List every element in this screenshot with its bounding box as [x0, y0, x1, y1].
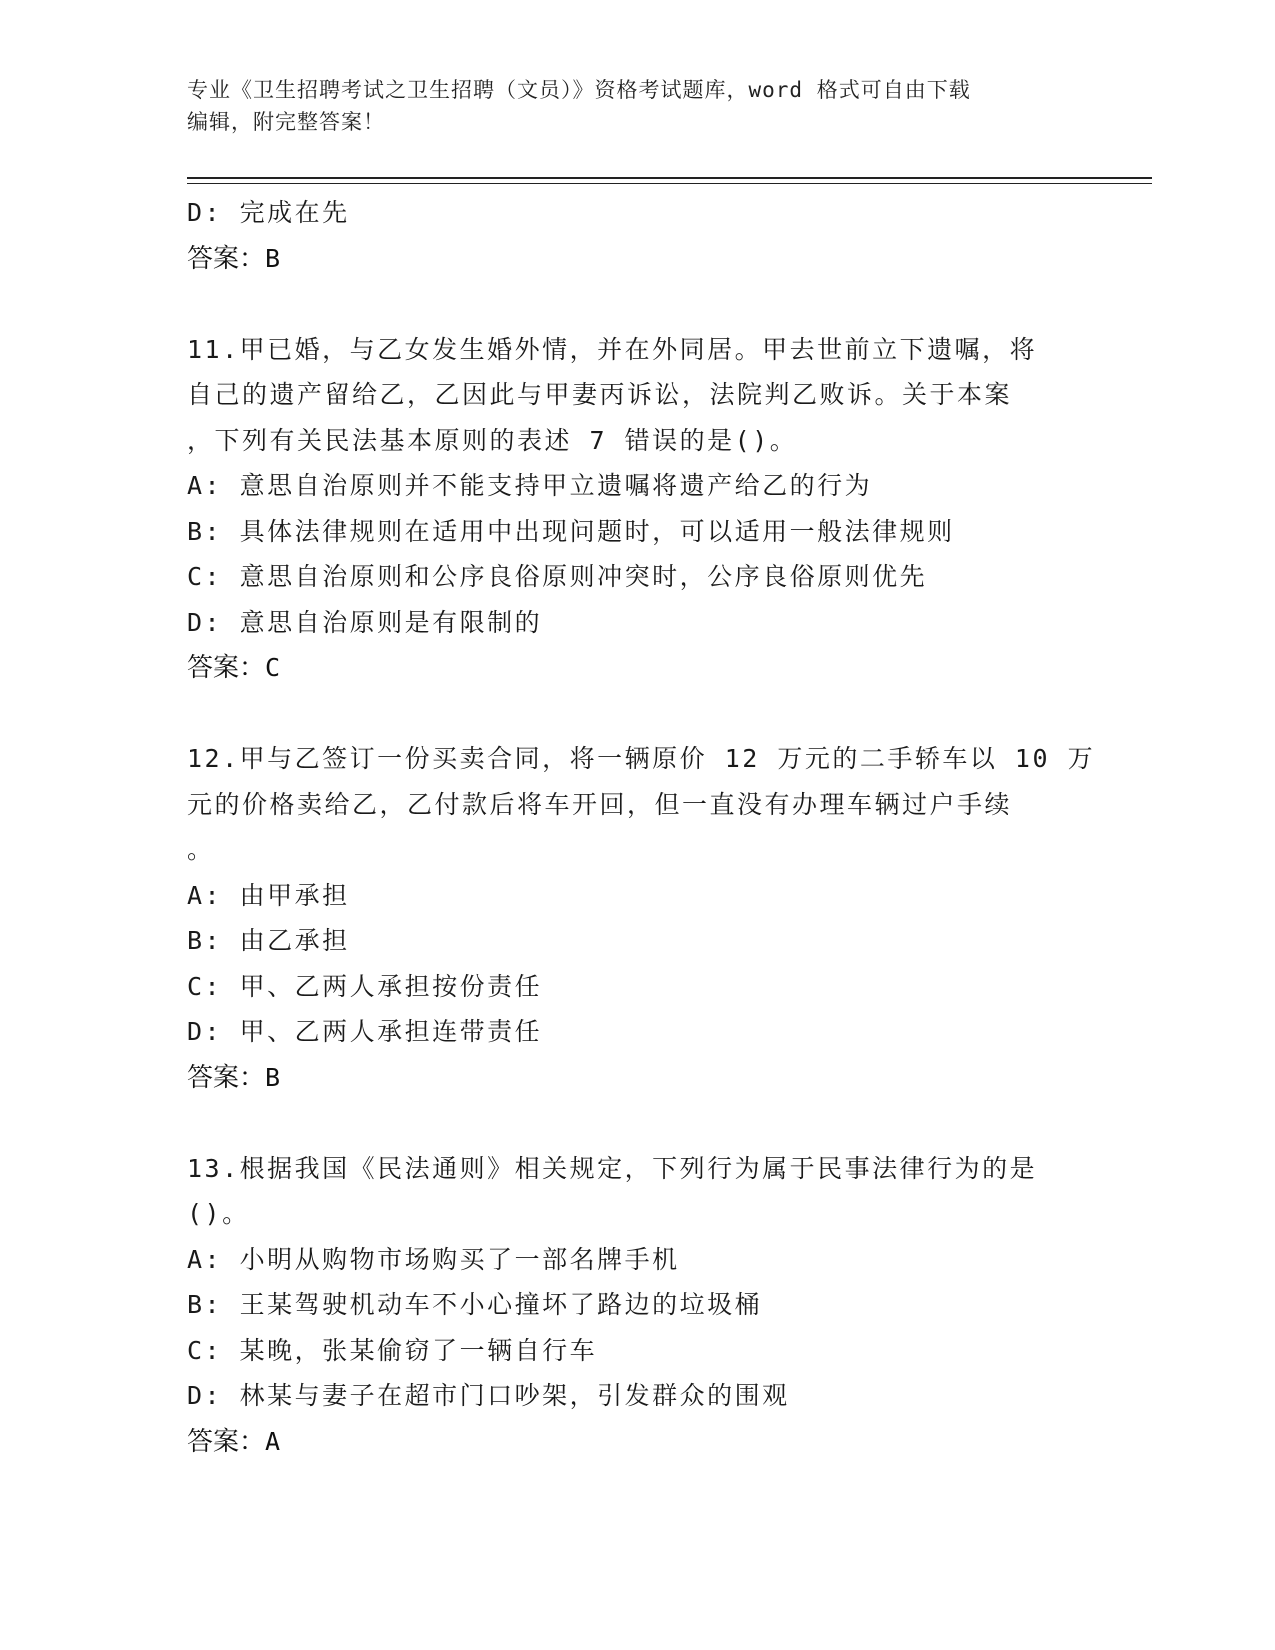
header-line-2: 编辑，附完整答案！ [187, 110, 385, 134]
option-b: B: 王某驾驶机动车不小心撞坏了路边的垃圾桶 [187, 1290, 763, 1319]
question-text-line: 13.根据我国《民法通则》相关规定，下列行为属于民事法律行为的是 [187, 1153, 1038, 1183]
header-divider-thick [187, 177, 1152, 179]
option-c: C: 某晚，张某偷窃了一辆自行车 [187, 1335, 598, 1365]
option-d: D: 林某与妻子在超市门口吵架，引发群众的围观 [187, 1381, 790, 1410]
option-b: B: 具体法律规则在适用中出现问题时，可以适用一般法律规则 [187, 516, 955, 546]
header-line-1: 专业《卫生招聘考试之卫生招聘（文员）》资格考试题库，word 格式可自由下载 [187, 78, 971, 102]
option-d: D: 完成在先 [187, 198, 350, 227]
option-a: A: 小明从购物市场购买了一部名牌手机 [187, 1244, 680, 1274]
answer-value: A [265, 1426, 281, 1456]
question-text-line: ，下列有关民法基本原则的表述 7 错误的是()。 [187, 425, 798, 455]
question-text-line: 自己的遗产留给乙，乙因此与甲妻丙诉讼，法院判乙败诉。关于本案 [187, 380, 1013, 409]
answer-value: B [265, 243, 281, 273]
answer-label: 答案： [187, 1426, 266, 1457]
question-text-line: 。 [187, 835, 215, 864]
option-c: C: 意思自治原则和公序良俗原则冲突时，公序良俗原则优先 [187, 562, 928, 591]
question-10-tail [187, 190, 1087, 281]
spacer [187, 281, 1087, 327]
question-11 [187, 327, 1087, 691]
document-body [187, 190, 1096, 1464]
answer-line [187, 236, 1087, 282]
option-a: A: 由甲承担 [187, 880, 350, 910]
question-text-line: 11.甲已婚，与乙女发生婚外情，并在外同居。甲去世前立下遗嘱，将 [187, 334, 1038, 364]
answer-value: B [265, 1062, 281, 1092]
question-text-line: 元的价格卖给乙，乙付款后将车开回，但一直没有办理车辆过户手续 [187, 789, 1013, 819]
spacer [187, 1100, 1087, 1146]
header-divider-thin [187, 183, 1152, 184]
answer-line [187, 1419, 1087, 1465]
spacer [187, 691, 1087, 737]
question-text-line: ()。 [187, 1199, 250, 1228]
question-12 [187, 736, 1096, 1100]
document-header [187, 74, 1087, 138]
answer-line [187, 1055, 1087, 1101]
option-d: D: 甲、乙两人承担连带责任 [187, 1017, 543, 1046]
answer-label: 答案： [187, 243, 266, 274]
answer-label: 答案： [187, 1062, 266, 1093]
answer-line [187, 645, 1087, 691]
question-text-line: 12.甲与乙签订一份买卖合同，将一辆原价 12 万元的二手轿车以 10 万 [187, 744, 1096, 773]
option-d: D: 意思自治原则是有限制的 [187, 607, 543, 637]
option-b: B: 由乙承担 [187, 926, 350, 955]
answer-value: C [265, 653, 281, 682]
option-a: A: 意思自治原则并不能支持甲立遗嘱将遗产给乙的行为 [187, 471, 873, 500]
question-13 [187, 1146, 1087, 1465]
answer-label: 答案： [187, 653, 266, 683]
option-c: C: 甲、乙两人承担按份责任 [187, 971, 543, 1001]
